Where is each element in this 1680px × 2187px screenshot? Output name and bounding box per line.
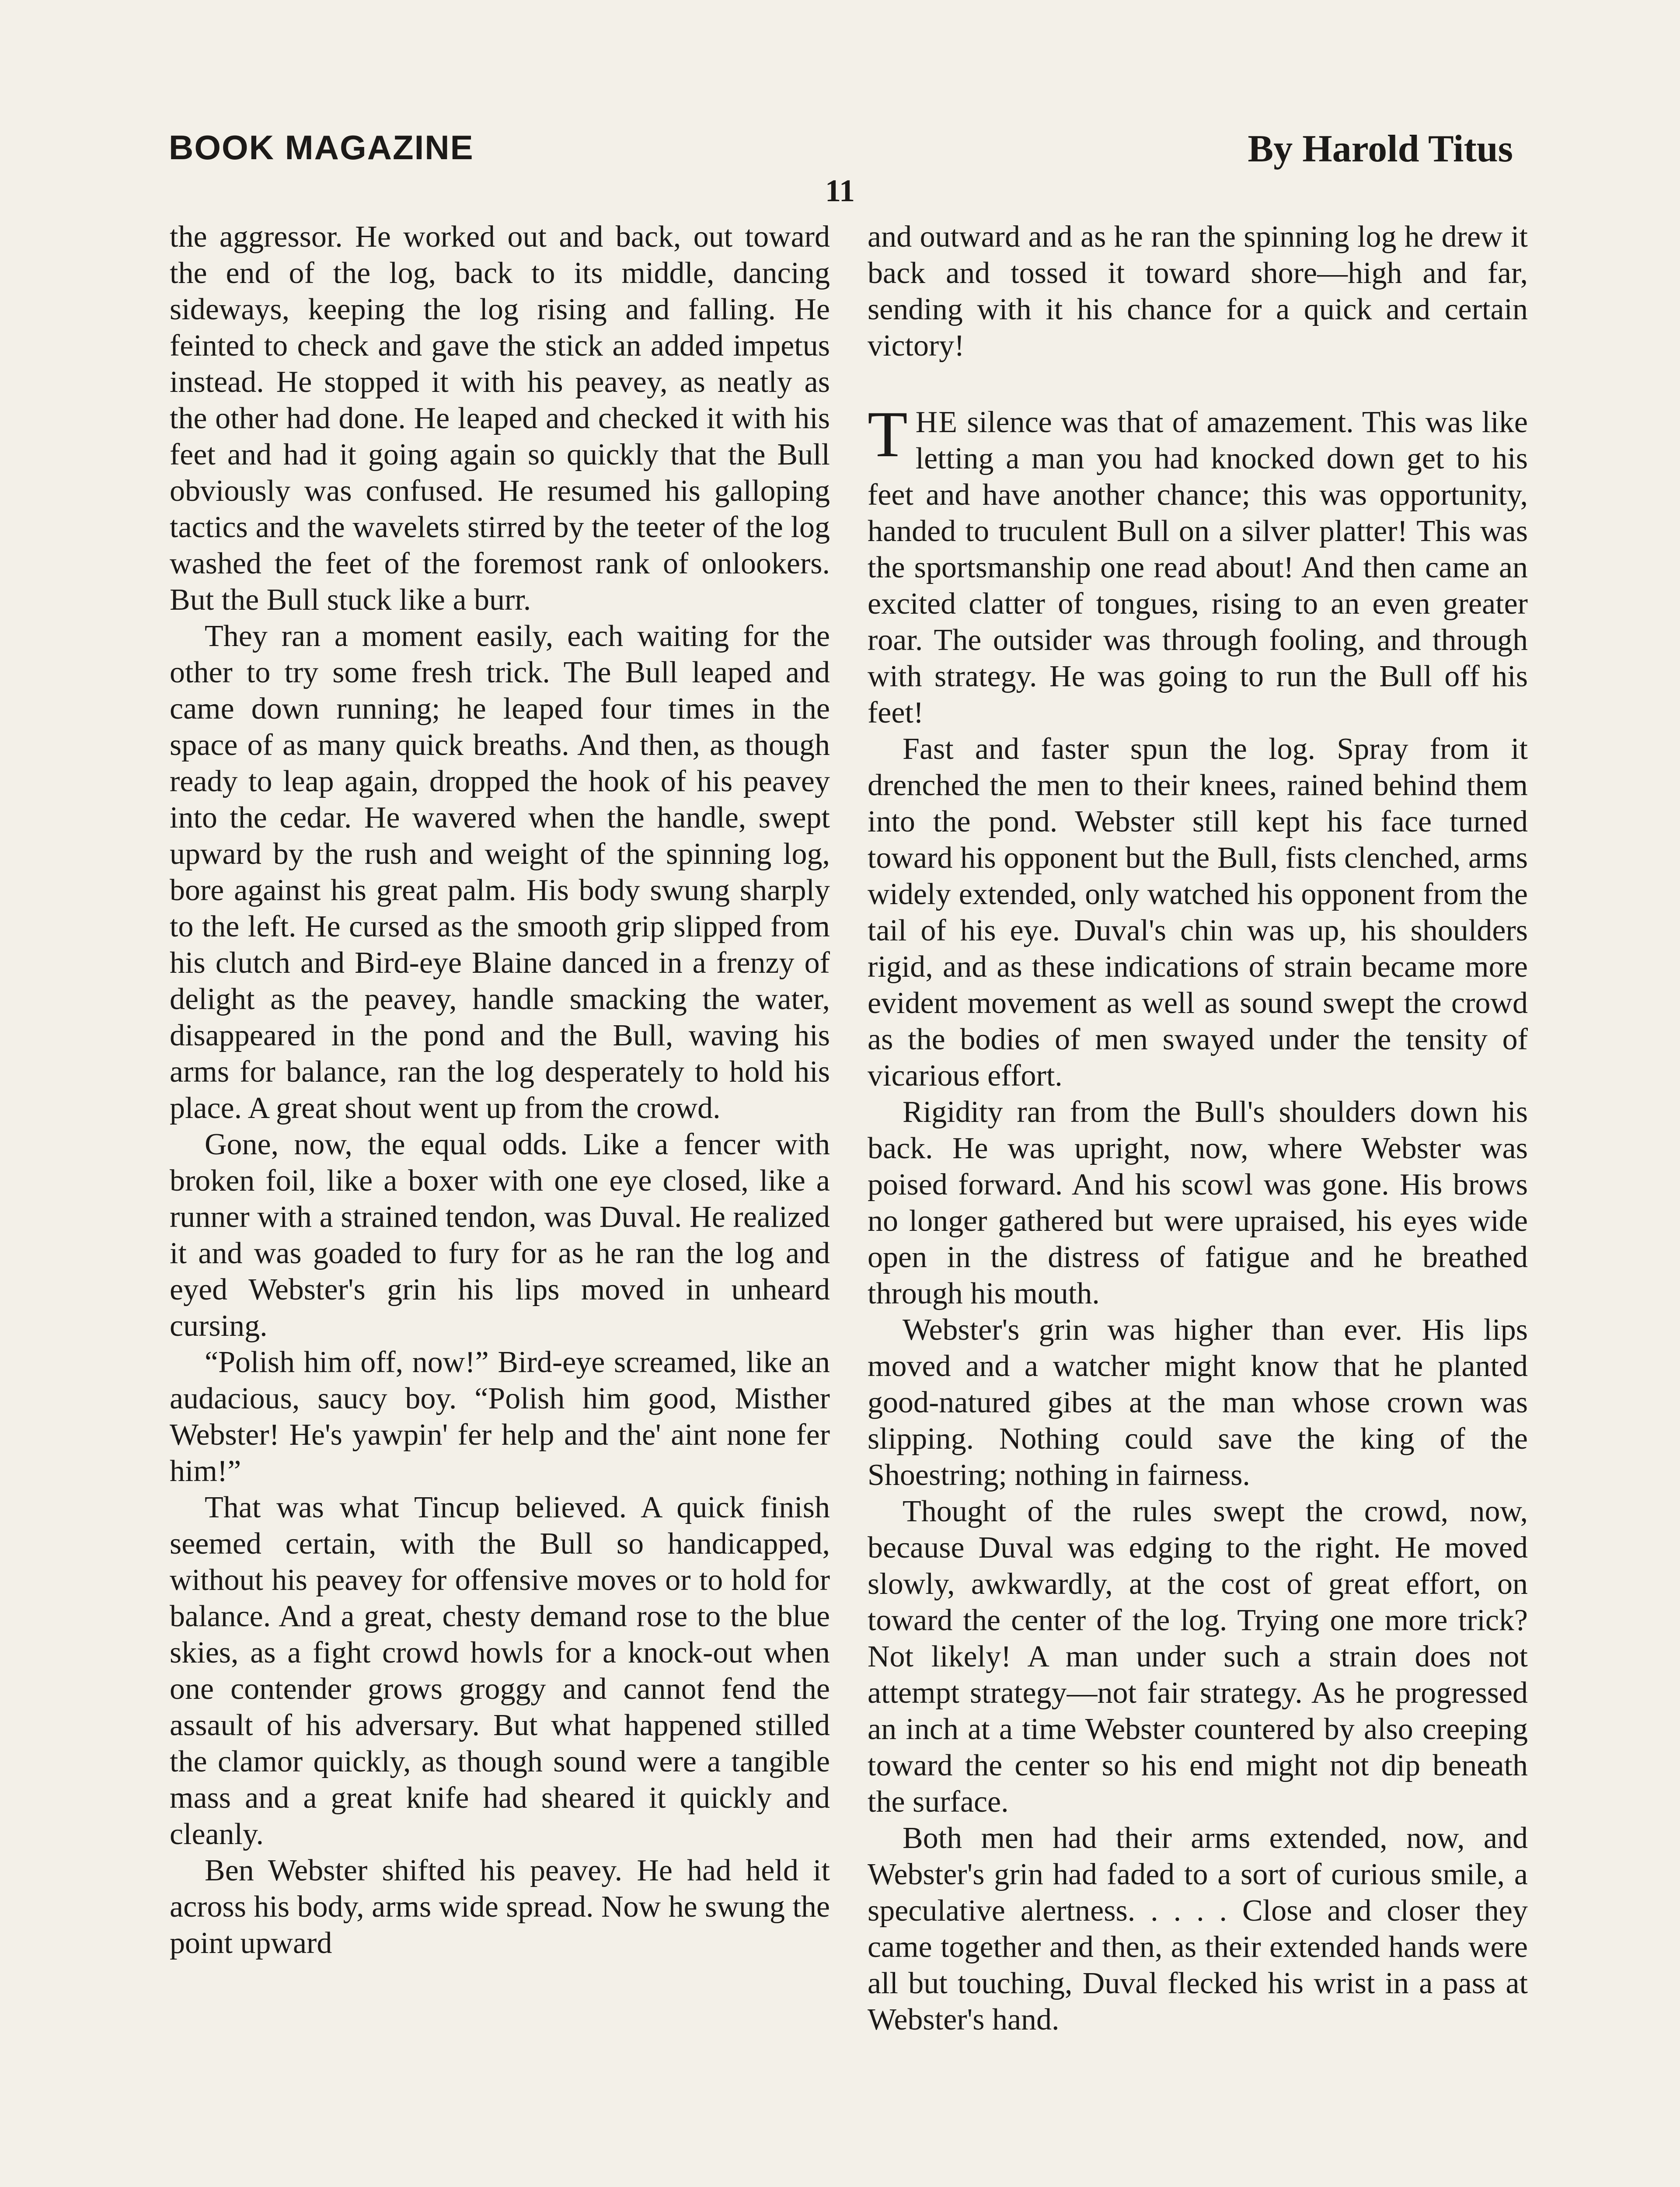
paragraph: They ran a moment easily, each waiting for the other to try some fresh trick. The Bull leaped and came down running; he leaped four times in the space of as many quick breaths. And then, as though ready to leap again, dropped the hook of his peavey into the cedar. He wavered when the handle, swept upward by the rush and weight of the spinning log, bore against his great palm. His body swung sharply to the left. He cursed as the smooth grip slipped from his clutch and Bird-eye Blaine danced in a frenzy of delight as the peavey, handle smacking the water, disappeared in the pond and the Bull, waving his arms for balance, ran the log desperately to hold his place. A great shout went up from the crowd. bbox=[170, 619, 830, 1125]
paragraph: Both men had their arms extended, now, and Webster's grin had faded to a sort of curious smile, a speculative alertness. . . . . Close and closer they came together and then, as their extended hands were all but touching, Duval flecked his wrist in a pass at Webster's hand. bbox=[868, 1821, 1528, 2037]
magazine-title: BOOK MAGAZINE bbox=[169, 128, 474, 167]
paragraph: Fast and faster spun the log. Spray from it drenched the men to their knees, rained behind them into the pond. Webster still kept his face turned toward his opponent but the Bull, fists clenched, arms widely extended, only watched his opponent from the tail of his eye. Duval's chin was up, his shoulders rigid, and as these indications of strain became more evident movement as well as sound swept the crowd as the bodies of men swayed under the tensity of vicarious effort. bbox=[868, 732, 1528, 1093]
author-byline: By Harold Titus bbox=[1248, 128, 1513, 170]
paragraph: Gone, now, the equal odds. Like a fencer with broken foil, like a boxer with one eye closed, like a runner with a strained tendon, was Duval. He realized it and was goaded to fury for as he ran the log and eyed Webster's grin his lips moved in unheard cursing. bbox=[170, 1128, 830, 1343]
right-column bbox=[868, 219, 1528, 2038]
paragraph: and outward and as he ran the spinning log he drew it back and tossed it toward shore—high and far, sending with it his chance for a quick and certain victory! bbox=[868, 220, 1528, 363]
paragraph: Thought of the rules swept the crowd, now, because Duval was edging to the right. He moved slowly, awkwardly, at the cost of great effort, on toward the center of the log. Trying one more trick? Not likely! A man under such a strain does not attempt strategy—not fair strategy. As he progressed an inch at a time Webster countered by also creeping toward the center so his end might not dip beneath the surface. bbox=[868, 1495, 1528, 1819]
paragraph: Rigidity ran from the Bull's shoulders down his back. He was upright, now, where Webster was poised forward. And his scowl was gone. His brows no longer gathered but were upraised, his eyes wide open in the distress of fatigue and he breathed through his mouth. bbox=[868, 1095, 1528, 1310]
page-number: 11 bbox=[825, 173, 855, 208]
drop-cap: T bbox=[868, 398, 908, 471]
left-column bbox=[170, 219, 830, 1961]
dropcap-word-rest: HE bbox=[915, 405, 958, 439]
paragraph-text: silence was that of amazement. This was like letting a man you had knocked down get to his feet and have another chance; this was opportunity, handed to truculent Bull on a silver platter! This was the sportsmanship one read about! And then came an excited clatter of tongues, rising to an even greater roar. The outsider was through fooling, and through with strategy. He was going to run the Bull off his feet! bbox=[868, 405, 1528, 730]
paragraph: the aggressor. He worked out and back, out toward the end of the log, back to its middle, dancing sideways, keeping the log rising and falling. He feinted to check and gave the stick an added impetus instead. He stopped it with his peavey, as neatly as the other had done. He leaped and checked it with his feet and had it going again so quickly that the Bull obviously was confused. He resumed his galloping tactics and the wavelets stirred by the teeter of the log washed the feet of the foremost rank of onlookers. But the Bull stuck like a burr. bbox=[170, 220, 830, 617]
paragraph: Ben Webster shifted his peavey. He had held it across his body, arms wide spread. Now he swung the point upward bbox=[170, 1854, 830, 1960]
paragraph: “Polish him off, now!” Bird-eye screamed, like an audacious, saucy boy. “Polish him good, Misther Webster! He's yawpin' fer help and the' aint none fer him!” bbox=[170, 1345, 830, 1488]
paragraph: Webster's grin was higher than ever. His lips moved and a watcher might know that he planted good-natured gibes at the man whose crown was slipping. Nothing could save the king of the Shoestring; nothing in fairness. bbox=[868, 1313, 1528, 1492]
paragraph: That was what Tincup believed. A quick finish seemed certain, with the Bull so handicapped, without his peavey for offensive moves or to hold for balance. And a great, chesty demand rose to the blue skies, as a fight crowd howls for a knock-out when one contender grows groggy and cannot fend the assault of his adversary. But what happened stilled the clamor quickly, as though sound were a tangible mass and a great knife had sheared it quickly and cleanly. bbox=[170, 1491, 830, 1851]
dropcap-paragraph bbox=[868, 398, 1528, 731]
